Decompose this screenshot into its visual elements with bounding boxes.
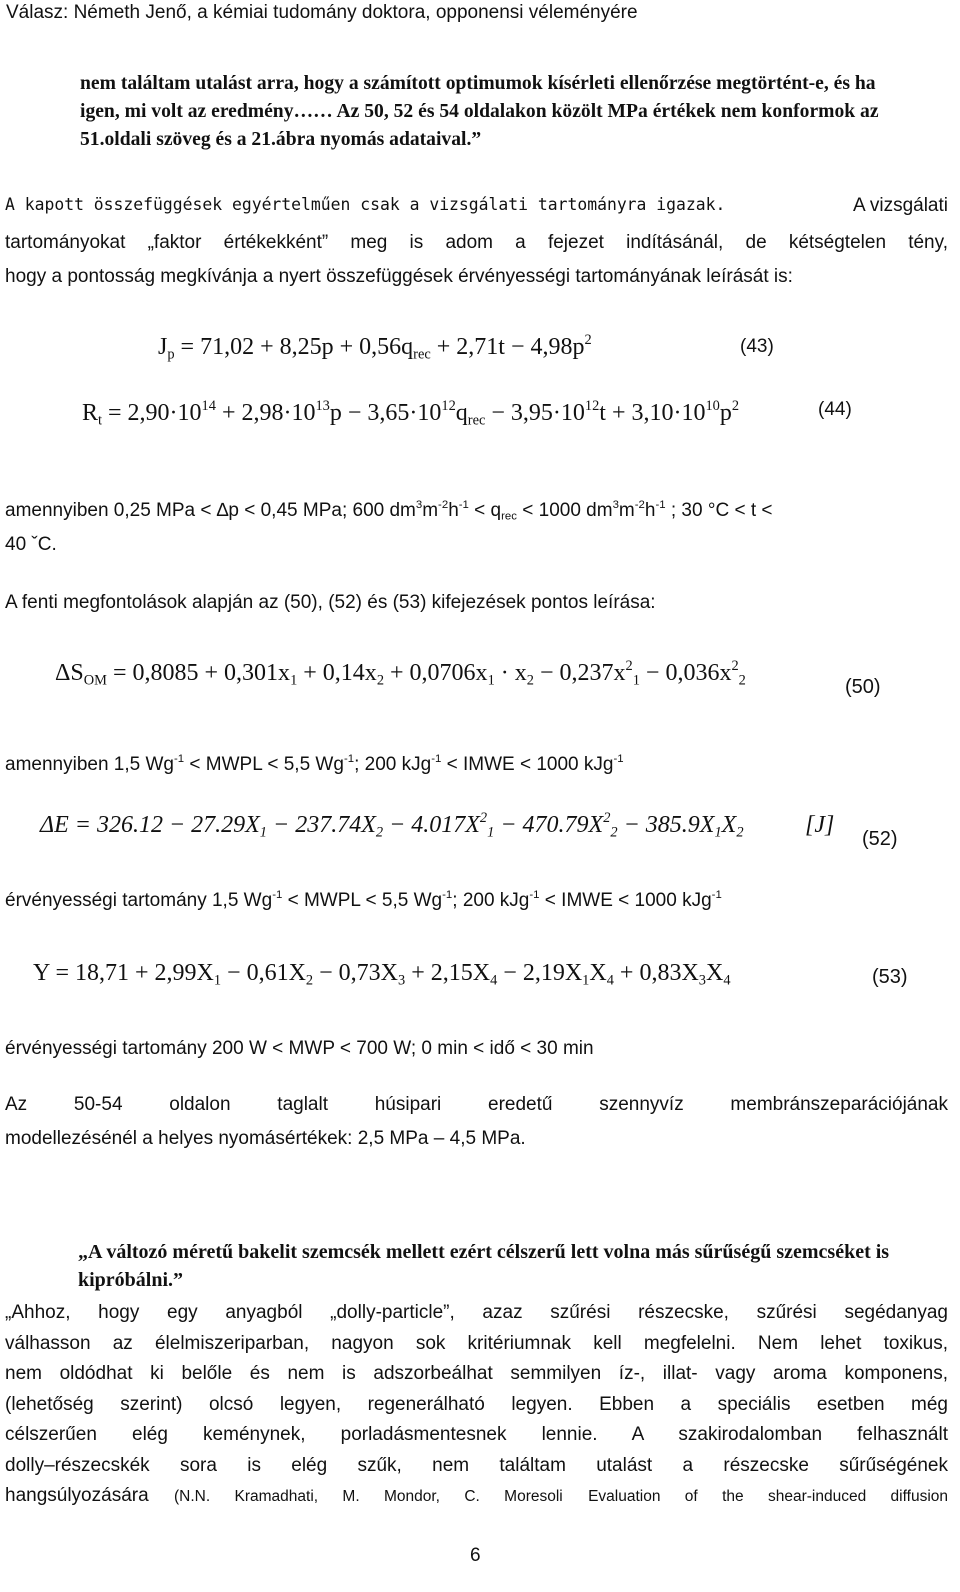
- validity-range-53: érvényességi tartomány 200 W < MWP < 700 W; 0 min < idő < 30 min: [5, 1038, 594, 1059]
- validity-range-43-44: amennyiben 0,25 MPa < ∆p < 0,45 MPa; 600 $dm^3m^{-2}h^{-1} < q_{rec} < 1000$ $dm^3m^{-2}h^{-1}$ ; 30 °C < t <: [5, 499, 773, 523]
- equation-50-label: (50): [845, 676, 881, 698]
- equation-53: $Y = 18,71 + 2,99X_1 - 0,61X_2 - 0,73X_3 + 2,15X_4 - 2,19X_1X_4 + 0,83X_3X_4$: [33, 960, 731, 989]
- para4-line1: „Ahhoz, hogy egy anyagból „dolly-particle”, azaz szűrési részecske, szűrési segédanyag: [5, 1302, 948, 1323]
- para4-line3: nem oldódhat ki belőle és nem is adszorbeálhat semmilyen íz-, illat- vagy aroma komponens,: [5, 1363, 948, 1384]
- equation-53-label: (53): [872, 966, 908, 988]
- equation-50: $\Delta S_{OM} = 0,8085 + 0,301x_1 + 0,14x_2 + 0,0706x_1 \cdot x_2 - 0,237x^2_1 - 0,036x^2_2$: [55, 657, 746, 689]
- validity-range-50: amennyiben 1,5 $Wg^{-1}$ < MWPL < 5,5 $Wg^{-1}$; 200 kJg$^{-1}$ < IMWE < 1000 kJg$^{-1}$: [5, 753, 624, 775]
- equation-52-unit: [J]: [805, 812, 835, 838]
- page-number: 6: [470, 1545, 481, 1566]
- para4-line7: hangsúlyozására (N.N. Kramadhati, M. Mondor, C. Moresoli Evaluation of the shear-induced diffusion: [5, 1485, 949, 1506]
- equation-43-label: (43): [740, 336, 774, 357]
- reviewer-quote-1: nem találtam utalást arra, hogy a számított optimumok kísérleti ellenőrzése megtörtént-e, és ha igen, mi volt az eredmény…… Az 50, 52 és 54 oldalakon közölt MPa értékek nem konformok az 51.oldali szöveg és a 21.ábra nyomás adataival.”: [80, 73, 879, 150]
- para1-line1-rest: A vizsgálati: [852, 195, 948, 216]
- validity-range-43-44-cont: 40 ˇC.: [5, 534, 57, 555]
- para2: A fenti megfontolások alapján az (50), (52) és (53) kifejezések pontos leírása:: [5, 592, 656, 613]
- validity-range-52: érvényességi tartomány 1,5 $Wg^{-1}$ < MWPL < 5,5 $Wg^{-1}$; 200 kJg$^{-1}$ < IMWE < 1000 kJg$^{-1}$: [5, 889, 722, 911]
- para4-line5: célszerűen elég keménynek, porladásmentesnek lennie. A szakirodalomban felhasznált: [5, 1424, 948, 1445]
- equation-44-label: (44): [818, 399, 852, 420]
- para3-line1-wrap: [5, 1094, 948, 1116]
- equation-43: $J_p = 71,02 + 8,25p + 0,56q_{rec} + 2,71t - 4,98p^2$: [158, 331, 592, 363]
- para4-line2: válhasson az élelmiszeriparban, nagyon sok kritériumnak kell megfelelni. Nem lehet toxikus,: [5, 1332, 948, 1354]
- equation-44: $R_t = 2,90\cdot 10^{14} + 2,98\cdot 10^{13}p - 3,65\cdot 10^{12}q_{rec} - 3,95\cdot 10^{12}t + 3,10\cdot 10^{10}p^2$: [82, 397, 740, 429]
- para1-line3: hogy a pontosság megkívánja a nyert összefüggések érvényességi tartományának leírását is:: [5, 266, 793, 287]
- para4: [5, 1298, 948, 1513]
- page-header: Válasz: Németh Jenő, a kémiai tudomány doktora, opponensi véleményére: [6, 2, 638, 23]
- equation-52-label: (52): [862, 828, 898, 850]
- para3-line1: Az 50-54 oldalon taglalt húsipari eredetű szennyvíz membránszeparációjának: [5, 1094, 948, 1115]
- para1-line2-text: tartományokat „faktor értékekként” meg is adom a fejezet indításánál, de kétségtelen tény,: [5, 232, 948, 253]
- equation-52: $\Delta E = 326.12 - 27.29X_1 - 237.74X_2 - 4.017X^2_1 - 470.79X^2_2 - 385.9X_1X_2$: [40, 809, 744, 841]
- para4-line4: (lehetőség szerint) olcsó legyen, regenerálható legyen. Ebben a speciális esetben még: [5, 1393, 948, 1415]
- para3-line2: modellezésénél a helyes nyomásértékek: 2,5 MPa – 4,5 MPa.: [5, 1128, 526, 1149]
- para1-line1-mono: A kapott összefüggések egyértelműen csak a vizsgálati tartományra igazak.: [5, 195, 726, 214]
- para1-line2: [5, 232, 948, 254]
- para4-line6: dolly–részecskék sora is elég szűk, nem találtam utalást a részecske sűrűségének: [5, 1454, 948, 1476]
- reviewer-quote-2: „A változó méretű bakelit szemcsék mellett ezért célszerű lett volna más sűrűségű szemcséket is kipróbálni.”: [78, 1241, 890, 1291]
